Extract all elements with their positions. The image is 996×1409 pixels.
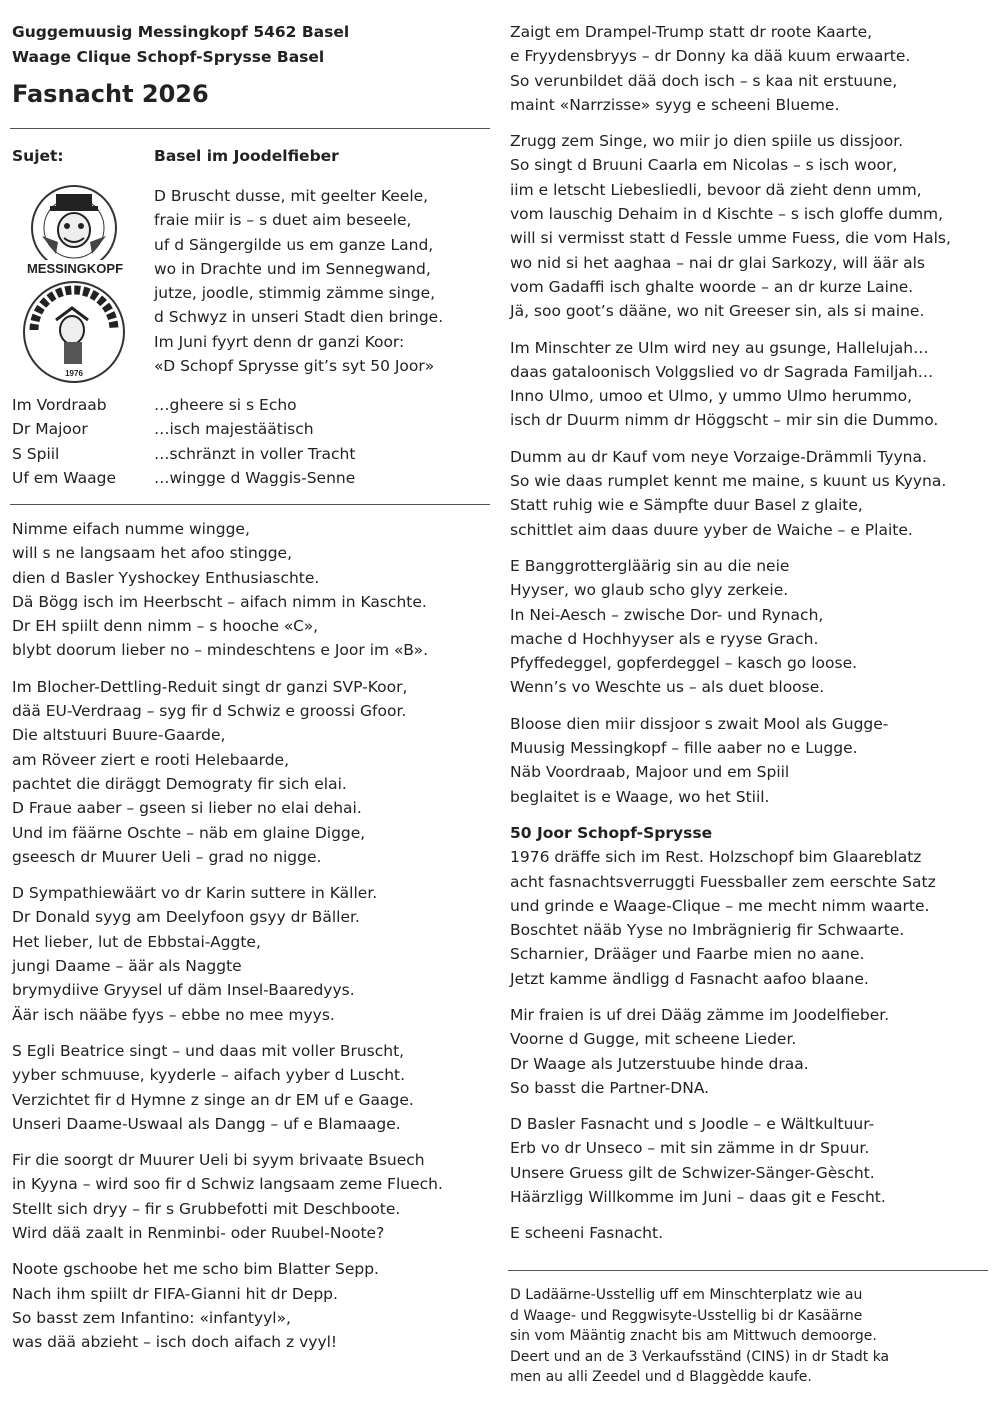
page-title: Fasnacht 2026 [12, 80, 209, 108]
verse-line: Nimme eifach numme wingge, [12, 520, 250, 538]
stanza [510, 20, 988, 117]
verse-line: will si vermisst statt d Fessle umme Fuess, die vom Hals, [510, 229, 951, 248]
roles-list [12, 393, 490, 490]
stanza [510, 712, 988, 809]
verse-line: Zrugg zem Singe, wo miir jo dien spiile us dissjoor. [510, 132, 904, 151]
org-name-2: Waage Clique Schopf-Sprysse Basel [12, 48, 325, 66]
logos [12, 180, 140, 390]
stanza [510, 1221, 988, 1245]
verse-line: daas gataloonisch Volggslied vo dr Sagrada Familjah… [510, 362, 934, 381]
verse-line: e Fryydensbryys – dr Donny ka dää kuum erwaarte. [510, 47, 911, 66]
verse-line: So singt d Bruuni Caarla em Nicolas – s isch woor, [510, 156, 898, 175]
verse-line: wo nid si het aaghaa – nai dr glai Sarkozy, will äär als [510, 253, 925, 272]
verse-line: Die altstuuri Buure-Gaarde, [12, 726, 226, 745]
verse-line: maint «Narrzisse» syyg e scheeni Blueme. [510, 95, 840, 114]
footnote [510, 1285, 988, 1388]
left-stanzas [12, 517, 490, 1367]
verse-line: Zaigt em Drampel-Trump statt dr roote Kaarte, [510, 23, 873, 41]
intro-line: Im Juni fyyrt denn dr ganzi Koor: [154, 332, 405, 351]
verse-line: Wird dää zaalt in Renminbi- oder Ruubel-Noote? [12, 1224, 385, 1243]
verse-line: am Röveer ziert e rooti Helebaarde, [12, 750, 290, 769]
verse-line: Bloose dien miir dissjoor s zwait Mool als Gugge- [510, 714, 889, 733]
messingkopf-logo-text: MESSINGKOPF [26, 261, 124, 276]
verse-line: Scharnier, Drääger und Faarbe mien no aane. [510, 945, 865, 964]
verse-line: jungi Daame – äär als Naggte [12, 957, 242, 976]
verse-line: Statt ruhig wie e Sämpfte duur Basel z glaite, [510, 496, 863, 515]
role-row [12, 393, 490, 417]
verse-line: Muusig Messingkopf – fille aaber no e Lugge. [510, 739, 858, 758]
stanza [510, 129, 988, 323]
verse-line: Fir die soorgt dr Muurer Ueli bi syym brivaate Bsuech [12, 1151, 425, 1170]
verse-line: Inno Ulmo, umoo et Ulmo, y ummo Ulmo herummo, [510, 387, 913, 406]
right-stanzas [510, 20, 988, 1258]
verse-line: Dumm au dr Kauf vom neye Vorzaige-Drämmli Tyyna. [510, 447, 927, 466]
verse-line: pachtet die diräggt Demograty fir sich elai. [12, 774, 347, 793]
verse-line: Und im fäärne Oschte – näb em glaine Digge, [12, 823, 366, 842]
stanza [12, 881, 490, 1027]
stanza-heading: 50 Joor Schopf-Sprysse [510, 823, 713, 842]
verse-line: brymydiive Gryysel uf däm Insel-Baaredyys. [12, 981, 355, 1000]
stanza [12, 675, 490, 869]
role-row [12, 466, 490, 490]
verse-line: dien d Basler Yyshockey Enthusiaschte. [12, 568, 320, 587]
verse-line: Unsere Gruess gilt de Schwizer-Sänger-Gèscht. [510, 1163, 875, 1182]
stanza [12, 1148, 490, 1245]
intro-line: jutze, joodle, stimmig zämme singe, [154, 284, 436, 303]
verse-line: Erb vo dr Unseco – mit sin zämme in dr Spuur. [510, 1139, 870, 1158]
verse-line: Boschtet nääb Yyse no Imbrägnierig fir Schwaarte. [510, 921, 905, 940]
role-name: Im Vordraab [12, 396, 107, 414]
verse-line: iim e letscht Liebesliedli, bevoor dä zieht denn umm, [510, 180, 922, 199]
role-text: …wingge d Waggis-Senne [154, 468, 356, 487]
verse-line: yyber schmuuse, kyyderle – aifach yyber d Luscht. [12, 1066, 406, 1085]
verse-line: Mir fraien is uf drei Dääg zämme im Joodelfieber. [510, 1005, 890, 1024]
verse-line: Häärzligg Willkomme im Juni – daas git e Fescht. [510, 1188, 886, 1207]
verse-line: in Kyyna – wird soo fir d Schwiz langsaam zeme Fluech. [12, 1175, 443, 1194]
role-name: Dr Majoor [12, 420, 88, 439]
verse-line: So wie daas rumplet kennt me maine, s kuunt us Kyyna. [510, 472, 947, 491]
verse-line: vom Gadaffi isch ghalte woorde – an dr kurze Laine. [510, 277, 914, 296]
verse-line: dää EU-Verdraag – syg fir d Schwiz e groossi Gfoor. [12, 702, 407, 721]
verse-line: beglaitet is e Waage, wo het Stiil. [510, 787, 770, 806]
verse-line: und grinde e Waage-Clique – me mecht nimm waarte. [510, 896, 930, 915]
stanza [12, 517, 490, 663]
verse-line: Pfyffedeggel, gopferdeggel – kasch go loose. [510, 654, 858, 673]
verse-line: So basst zem Infantino: «infantyyl», [12, 1308, 291, 1327]
role-row [12, 417, 490, 441]
verse-line: Voorne d Gugge, mit scheene Lieder. [510, 1030, 797, 1049]
logos-graphic [12, 180, 140, 390]
sujet-row [12, 147, 490, 173]
verse-line: will s ne langsaam het afoo stingge, [12, 544, 293, 563]
role-row [12, 442, 490, 466]
divider-middle [10, 504, 490, 505]
verse-line: Stellt sich dryy – fir s Grubbefotti mit Deschboote. [12, 1199, 401, 1218]
verse-line: Dr Waage als Jutzerstuube hinde draa. [510, 1054, 809, 1073]
divider-footnote [508, 1270, 988, 1271]
role-text: …isch majestäätisch [154, 420, 314, 439]
stanza [510, 554, 988, 700]
verse-line: Dr EH spiilt denn nimm – s hooche «C», [12, 617, 319, 636]
footnote-line: men au alli Zeedel und d Blaggèdde kaufe. [510, 1369, 812, 1385]
verse-line: vom lauschig Dehaim in d Kischte – s isch gloffe dumm, [510, 205, 944, 224]
messingkopf-logo [20, 186, 130, 276]
header [12, 20, 490, 112]
verse-line: Nach ihm spiilt dr FIFA-Gianni hit dr Depp. [12, 1284, 338, 1303]
verse-line: So verunbildet dää doch isch – s kaa nit erstuune, [510, 71, 898, 90]
stanza [510, 336, 988, 433]
schopf-sprysse-logo-year: 1976 [65, 369, 83, 378]
verse-line: Verzichtet fir d Hymne z singe an dr EM uf e Gaage. [12, 1090, 414, 1109]
role-text: …schränzt in voller Tracht [154, 444, 356, 463]
stanza [510, 821, 988, 991]
intro-line: fraie miir is – s duet aim beseele, [154, 211, 412, 230]
stanza [510, 445, 988, 542]
verse-line: was dää abzieht – isch doch aifach z vyyl! [12, 1333, 338, 1352]
footnote-line: Deert und an de 3 Verkaufsständ (CINS) in dr Stadt ka [510, 1348, 890, 1365]
verse-line: 1976 dräffe sich im Rest. Holzschopf bim Glaareblatz [510, 848, 922, 867]
verse-line: Dä Bögg isch im Heerbscht – aifach nimm in Kaschte. [12, 592, 427, 611]
verse-line: In Nei-Aesch – zwische Dor- und Rynach, [510, 605, 824, 624]
divider-top [10, 128, 490, 129]
verse-line: Äär isch nääbe fyys – ebbe no mee myys. [12, 1005, 335, 1024]
verse-line: Jetzt kamme ändligg d Fasnacht aafoo blaane. [510, 969, 869, 988]
stanza [510, 1112, 988, 1209]
sujet-label: Sujet: [12, 147, 64, 165]
intro-line: D Bruscht dusse, mit geelter Keele, [154, 187, 429, 205]
intro-line: d Schwyz in unseri Stadt dien bringe. [154, 308, 444, 327]
verse-line: blybt doorum lieber no – mindeschtens e Joor im «B». [12, 641, 429, 660]
verse-line: Wenn’s vo Weschte us – als duet bloose. [510, 678, 825, 697]
stanza [12, 1257, 490, 1354]
footnote-line: D Ladäärne-Usstellig uff em Minschterplatz wie au [510, 1287, 863, 1303]
verse-line: D Fraue aaber – gseen si lieber no elai dehai. [12, 799, 362, 818]
verse-line: gseesch dr Muurer Ueli – grad no nigge. [12, 847, 322, 866]
intro-verse [154, 184, 484, 378]
verse-line: Im Minschter ze Ulm wird ney au gsunge, Hallelujah… [510, 338, 929, 357]
verse-line: mache d Hochhyyser als e ryyse Grach. [510, 629, 819, 648]
verse-line: D Sympathiewäärt vo dr Karin suttere in Käller. [12, 884, 378, 903]
verse-line: Noote gschoobe het me scho bim Blatter Sepp. [12, 1260, 379, 1279]
verse-line: D Basler Fasnacht und s Joodle – e Wältkultuur- [510, 1115, 875, 1134]
verse-line: schittlet aim daas duure yyber de Waiche – e Plaite. [510, 520, 913, 539]
verse-line: isch dr Duurm nimm dr Höggscht – mir sin die Dummo. [510, 411, 939, 430]
intro-line: «D Schopf Sprysse git’s syt 50 Joor» [154, 357, 435, 376]
sujet-value: Basel im Joodelfieber [154, 147, 339, 165]
verse-line: Unseri Daame-Uswaal als Dangg – uf e Blamaage. [12, 1114, 401, 1133]
verse-line: Hyyser, wo glaub scho glyy zerkeie. [510, 581, 789, 600]
footnote-line: sin vom Määntig znacht bis am Mittwuch demoorge. [510, 1328, 877, 1344]
schopf-sprysse-logo [24, 282, 124, 382]
verse-line: E scheeni Fasnacht. [510, 1224, 664, 1243]
verse-line: acht fasnachtsverruggti Fuessballer zem eerschte Satz [510, 872, 936, 891]
role-text: …gheere si s Echo [154, 396, 297, 414]
verse-line: Het lieber, lut de Ebbstai-Aggte, [12, 932, 261, 951]
intro-line: uf d Sängergilde us em ganze Land, [154, 235, 434, 254]
verse-line: So basst die Partner-DNA. [510, 1078, 710, 1097]
verse-line: Im Blocher-Dettling-Reduit singt dr ganzi SVP-Koor, [12, 677, 408, 696]
verse-line: E Banggrottergläärig sin au die neie [510, 556, 790, 575]
stanza [12, 1039, 490, 1136]
org-name-1: Guggemuusig Messingkopf 5462 Basel [12, 23, 350, 41]
verse-line: S Egli Beatrice singt – und daas mit voller Bruscht, [12, 1041, 405, 1060]
role-name: S Spiil [12, 444, 60, 463]
footnote-line: d Waage- und Reggwisyte-Usstellig bi dr Kasäärne [510, 1307, 863, 1324]
verse-line: Näb Voordraab, Majoor und em Spiil [510, 763, 790, 782]
verse-line: Dr Donald syyg am Deelyfoon gsyy dr Bäller. [12, 908, 360, 927]
role-name: Uf em Waage [12, 468, 116, 487]
verse-line: Jä, soo goot’s dääne, wo nit Greeser sin, als si maine. [510, 302, 925, 321]
stanza [510, 1003, 988, 1100]
intro-line: wo in Drachte und im Sennegwand, [154, 259, 431, 278]
